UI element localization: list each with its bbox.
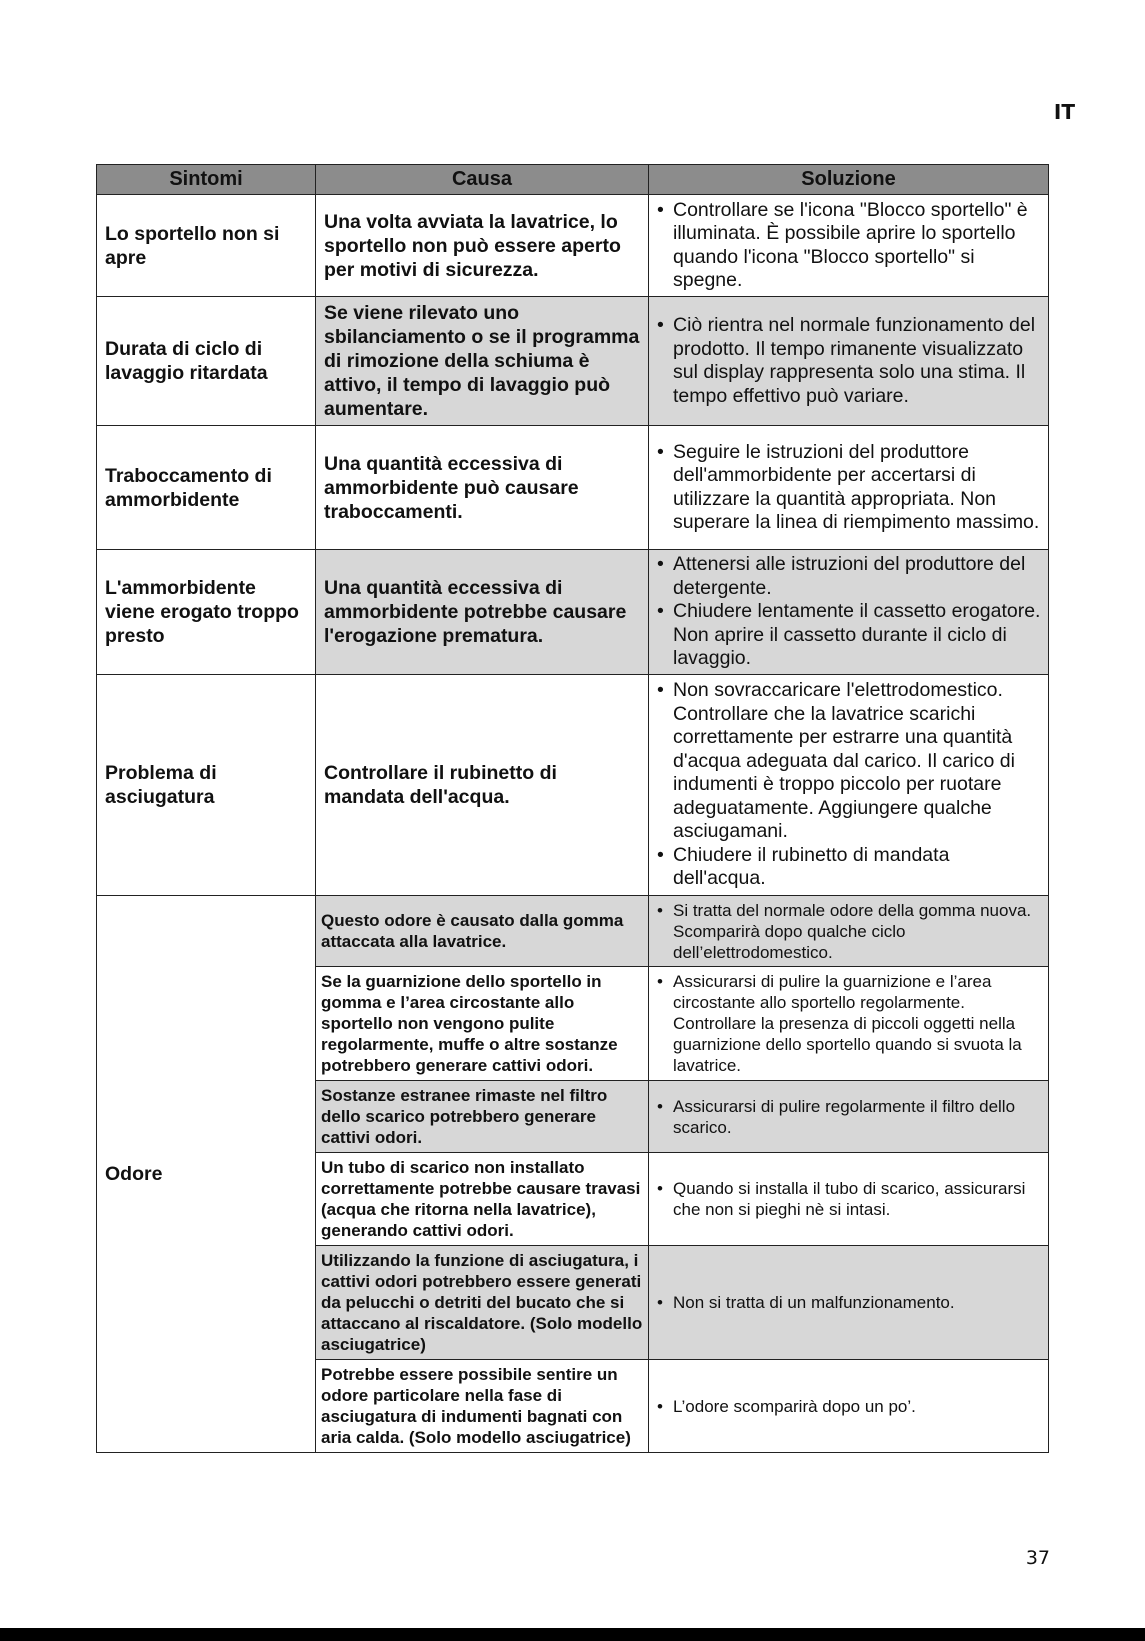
- cause-cell: Utilizzando la funzione di asciugatura, i cattivi odori potrebbero essere generati da pelucchi o detriti del bucato che si attaccano al riscaldatore. (Solo modello asciugatrice): [316, 1246, 649, 1360]
- symptom-cell: Odore: [97, 896, 316, 1453]
- table-row: [97, 550, 1049, 675]
- solution-item: • Assicurarsi di pulire regolarmente il filtro dello scarico.: [657, 1096, 1044, 1138]
- solution-cell: [649, 550, 1049, 675]
- table-row: [97, 195, 1049, 297]
- cause-cell: Se viene rilevato uno sbilanciamento o se il programma di rimozione della schiuma è attivo, il tempo di lavaggio può aumentare.: [316, 297, 649, 426]
- page-number: 37: [1025, 1547, 1050, 1569]
- cause-cell: Se la guarnizione dello sportello in gomma e l’area circostante allo sportello non vengono pulite regolarmente, muffe o altre sostanze potrebbero generare cattivi odori.: [316, 967, 649, 1081]
- solution-cell: [649, 1153, 1049, 1246]
- cause-cell: Questo odore è causato dalla gomma attaccata alla lavatrice.: [316, 896, 649, 967]
- table-row: [97, 896, 1049, 967]
- solution-cell: [649, 1081, 1049, 1153]
- symptom-cell: Problema di asciugatura: [97, 675, 316, 896]
- solution-item: • Attenersi alle istruzioni del produttore del detergente.: [657, 553, 1044, 600]
- solution-cell: [649, 896, 1049, 967]
- solution-item: • L’odore scomparirà dopo un po’.: [657, 1396, 1044, 1417]
- symptom-cell: Durata di ciclo di lavaggio ritardata: [97, 297, 316, 426]
- table-row: [97, 675, 1049, 896]
- solution-item: • Non sovraccaricare l'elettrodomestico. Controllare che la lavatrice scarichi correttamente per estrarre una quantità d'acqua adeguata dal carico. Il carico di indumenti è troppo piccolo per ruotare adeguatamente. Aggiungere qualche asciugamani.: [657, 679, 1044, 844]
- header-symptom: Sintomi: [97, 165, 316, 195]
- header-cause: Causa: [316, 165, 649, 195]
- table-row: [97, 426, 1049, 550]
- solution-item: • Ciò rientra nel normale funzionamento del prodotto. Il tempo rimanente visualizzato sul display rappresenta solo una stima. Il tempo effettivo può variare.: [657, 314, 1044, 408]
- solution-item: • Seguire le istruzioni del produttore dell'ammorbidente per accertarsi di utilizzare la quantità appropriata. Non superare la linea di riempimento massimo.: [657, 441, 1044, 535]
- solution-cell: [649, 195, 1049, 297]
- solution-item: • Chiudere il rubinetto di mandata dell'acqua.: [657, 844, 1044, 891]
- header-solution: Soluzione: [649, 165, 1049, 195]
- solution-cell: [649, 967, 1049, 1081]
- solution-item: • Quando si installa il tubo di scarico, assicurarsi che non si pieghi nè si intasi.: [657, 1178, 1044, 1220]
- solution-cell: [649, 297, 1049, 426]
- troubleshooting-table: [96, 164, 1049, 1453]
- solution-item: • Chiudere lentamente il cassetto erogatore. Non aprire il cassetto durante il ciclo di lavaggio.: [657, 600, 1044, 671]
- solution-item: • Controllare se l'icona "Blocco sportello" è illuminata. È possibile aprire lo sportello quando l'icona "Blocco sportello" si spegne.: [657, 199, 1044, 293]
- cause-cell: Un tubo di scarico non installato correttamente potrebbe causare travasi (acqua che ritorna nella lavatrice), generando cattivi odori.: [316, 1153, 649, 1246]
- solution-item: • Assicurarsi di pulire la guarnizione e l’area circostante allo sportello regolarmente. Controllare la presenza di piccoli oggetti nella guarnizione dello sportello quando si svuota la lavatrice.: [657, 971, 1044, 1076]
- cause-cell: Una quantità eccessiva di ammorbidente può causare traboccamenti.: [316, 426, 649, 550]
- cause-cell: Una quantità eccessiva di ammorbidente potrebbe causare l'erogazione prematura.: [316, 550, 649, 675]
- solution-cell: [649, 675, 1049, 896]
- solution-cell: [649, 1246, 1049, 1360]
- symptom-cell: L'ammorbidente viene erogato troppo presto: [97, 550, 316, 675]
- symptom-cell: Lo sportello non si apre: [97, 195, 316, 297]
- solution-cell: [649, 1360, 1049, 1453]
- cause-cell: Controllare il rubinetto di mandata dell'acqua.: [316, 675, 649, 896]
- solution-cell: [649, 426, 1049, 550]
- bottom-rule: [0, 1628, 1145, 1641]
- cause-cell: Potrebbe essere possibile sentire un odore particolare nella fase di asciugatura di indumenti bagnati con aria calda. (Solo modello asciugatrice): [316, 1360, 649, 1453]
- cause-cell: Una volta avviata la lavatrice, lo sportello non può essere aperto per motivi di sicurezza.: [316, 195, 649, 297]
- table-header-row: [97, 165, 1049, 195]
- cause-cell: Sostanze estranee rimaste nel filtro dello scarico potrebbero generare cattivi odori.: [316, 1081, 649, 1153]
- symptom-cell: Traboccamento di ammorbidente: [97, 426, 316, 550]
- solution-item: • Non si tratta di un malfunzionamento.: [657, 1292, 1044, 1313]
- solution-item: • Si tratta del normale odore della gomma nuova. Scomparirà dopo qualche ciclo dell’elettrodomestico.: [657, 900, 1044, 963]
- language-code: IT: [1053, 100, 1075, 124]
- table-row: [97, 297, 1049, 426]
